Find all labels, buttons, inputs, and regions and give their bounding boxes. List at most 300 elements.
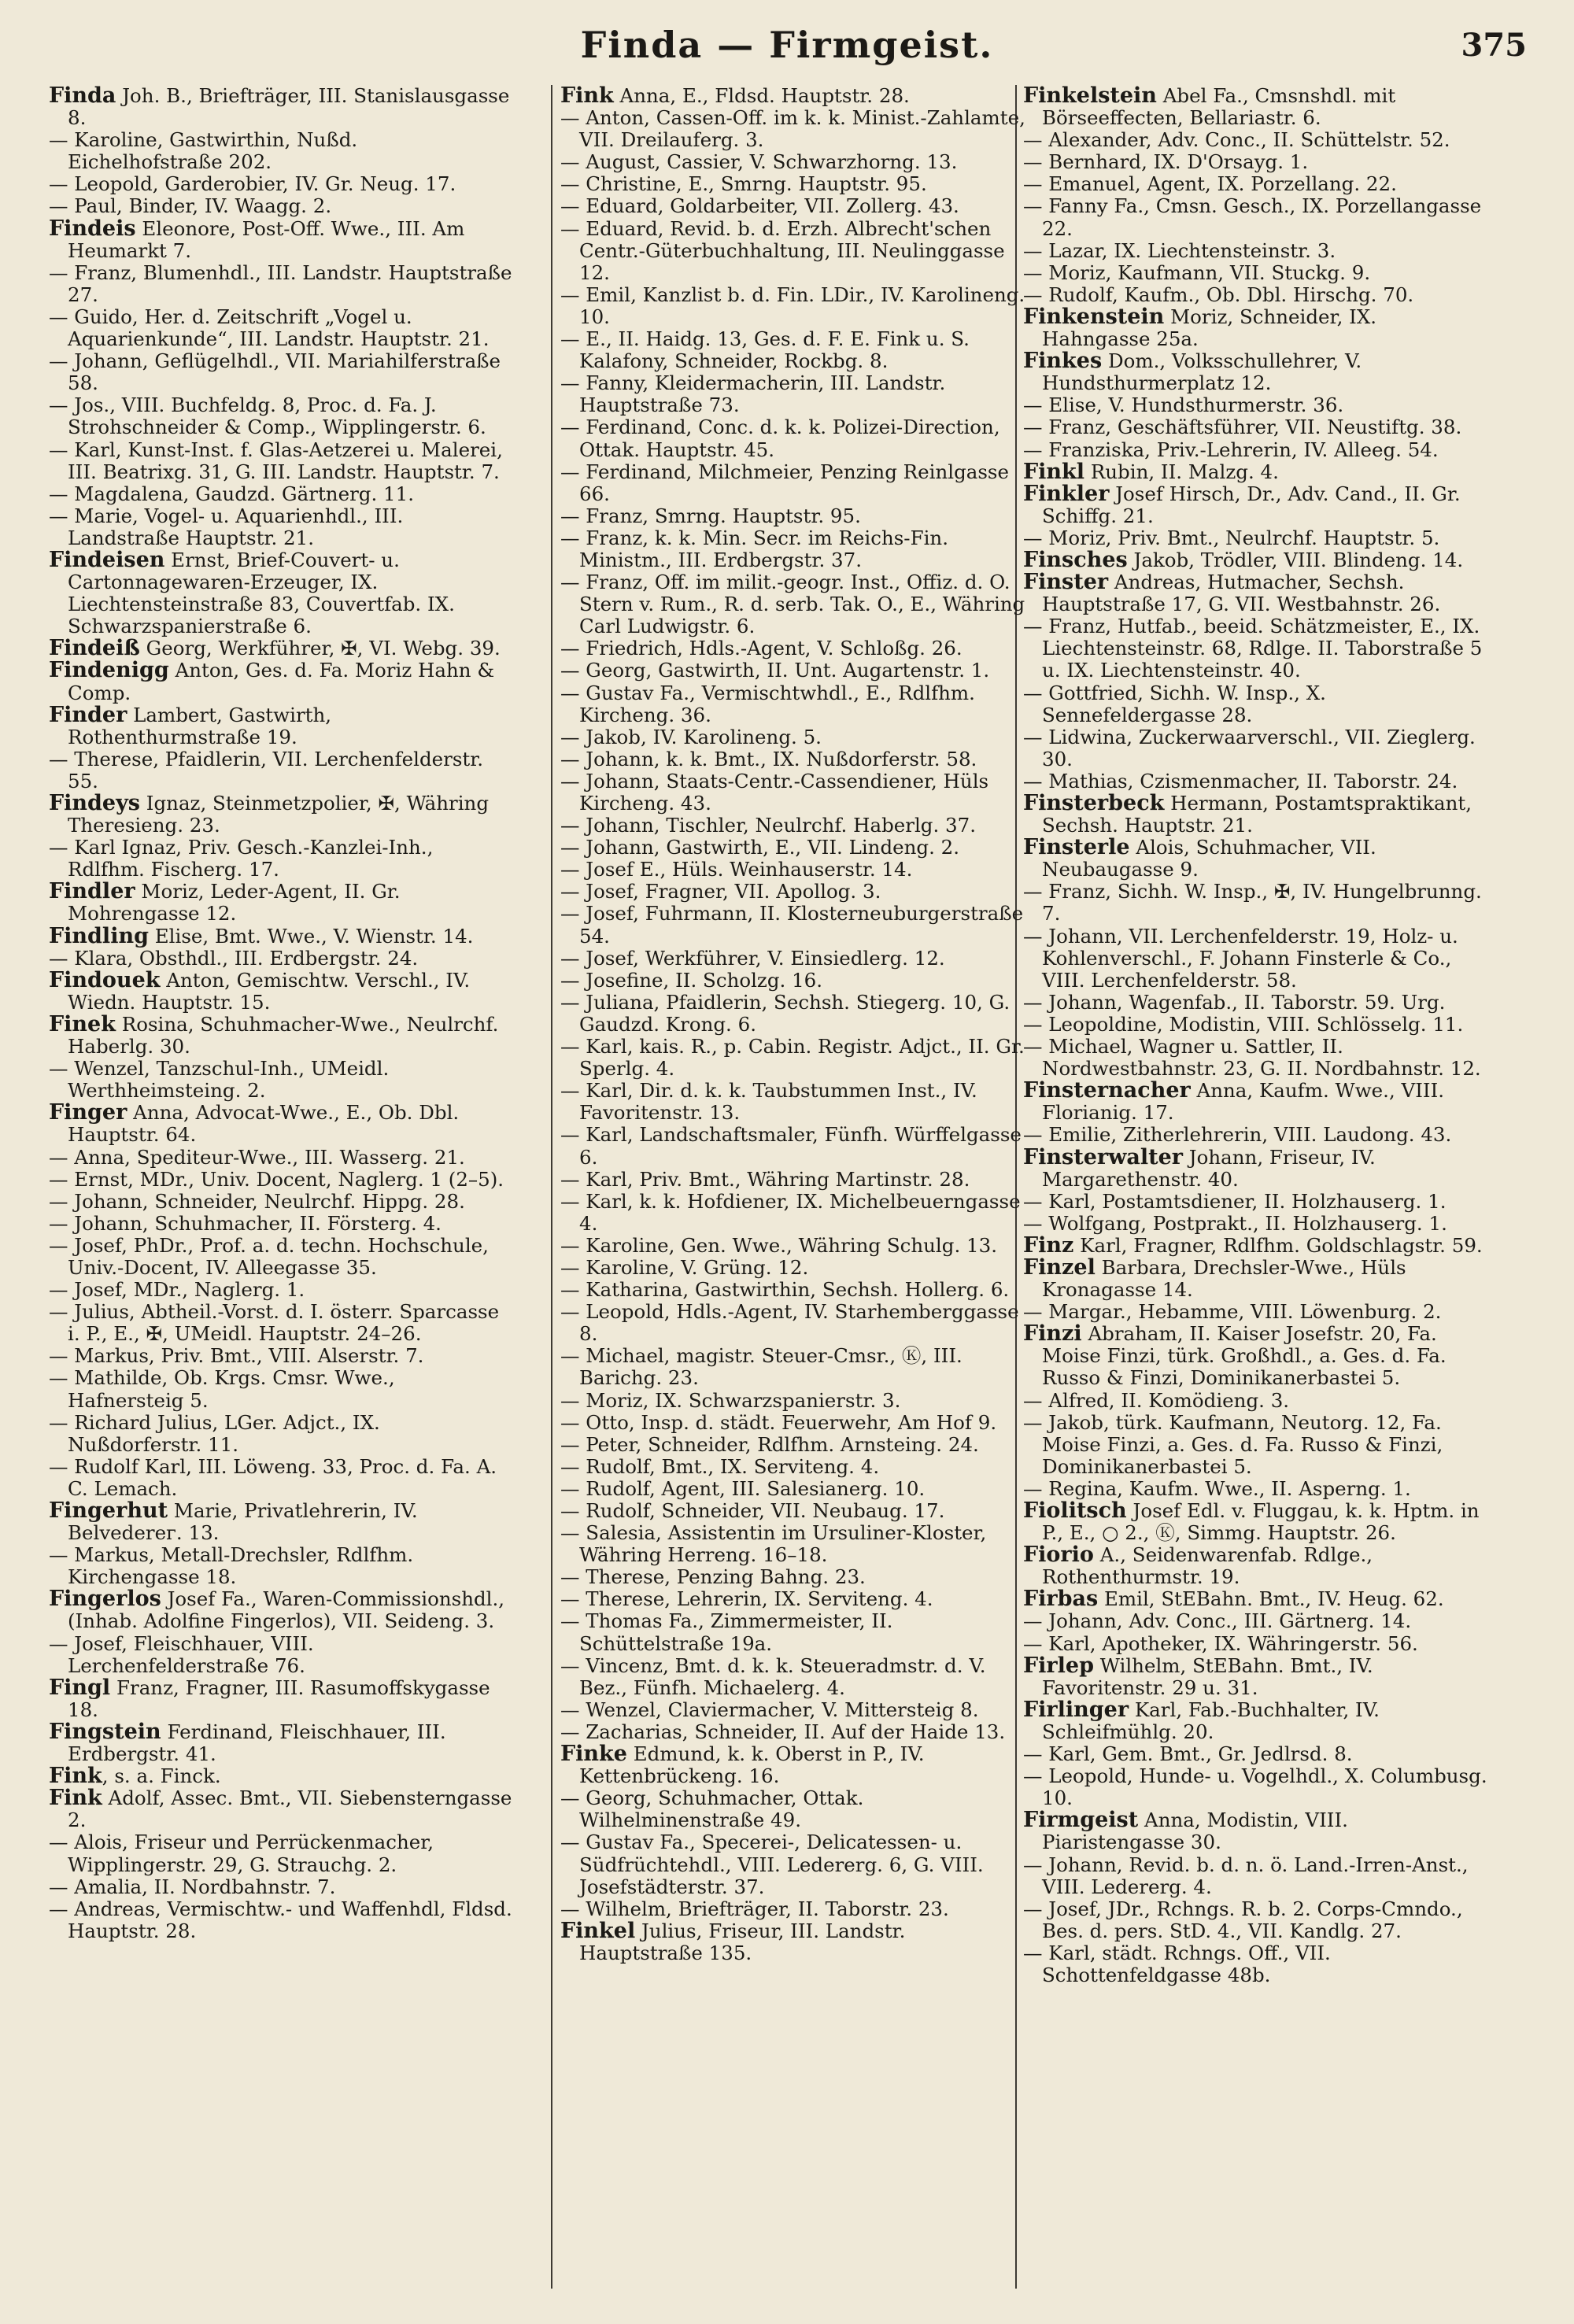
entry-details: — Anton, Cassen-Off. im k. k. Minist.-Zahlamte, VII. Dreilauferg. 3. (560, 106, 1025, 152)
entry-details: — Franz, Sichh. W. Insp., ✠, IV. Hungelbrunng. 7. (1023, 880, 1482, 926)
entry-details: Anna, Kaufm. Wwe., VIII. Florianig. 17. (1042, 1079, 1445, 1125)
directory-entry (560, 151, 1026, 173)
directory-entry (49, 350, 515, 394)
entry-details: — Lidwina, Zuckerwaarverschl., VII. Zieglerg. 30. (1023, 725, 1476, 770)
directory-entry (49, 394, 515, 438)
directory-entry (1023, 1254, 1489, 1302)
directory-entry (49, 1898, 515, 1942)
entry-surname: Findeisen (49, 547, 165, 572)
entry-details: Karl, Fragner, Rdlfhm. Goldschlagstr. 59. (1073, 1233, 1483, 1257)
directory-entry (1023, 1478, 1489, 1500)
entry-details: — Rudolf, Bmt., IX. Serviteng. 4. (560, 1454, 880, 1478)
directory-entry (560, 284, 1026, 328)
entry-details: — Johann, Wagenfab., II. Taborstr. 59. Urg. (1023, 990, 1446, 1014)
entry-details: — Magdalena, Gaudzd. Gärtnerg. 11. (49, 482, 415, 505)
entry-details: Rosina, Schuhmacher-Wwe., Neulrchf. Haberlg. 30. (68, 1012, 499, 1059)
directory-entry (49, 748, 515, 793)
entry-surname: Finster (1023, 570, 1109, 595)
entry-details: — Johann, Staats-Centr.-Cassendiener, Hüls Kircheng. 43. (560, 769, 989, 815)
directory-entry (49, 660, 515, 704)
entry-details: — Andreas, Vermischtw.- und Waffenhdl, Fldsd. Hauptstr. 28. (49, 1897, 512, 1942)
directory-entry (1023, 284, 1489, 306)
directory-entry (560, 107, 1026, 151)
directory-entry (1023, 1213, 1489, 1235)
directory-entry (49, 549, 515, 637)
entry-details: Anton, Ges. d. Fa. Moriz Hahn & Comp. (68, 659, 495, 704)
entry-details: — Paul, Binder, IV. Waagg. 2. (49, 194, 332, 218)
directory-entry (49, 793, 515, 837)
entry-surname: Finkel (560, 1918, 636, 1943)
directory-entry (560, 1610, 1026, 1654)
directory-entry (560, 1831, 1026, 1897)
directory-entry (560, 1345, 1026, 1389)
entry-surname: Finke (560, 1742, 627, 1767)
running-title: Finda — Firmgeist. (580, 24, 994, 66)
entry-surname: Finek (49, 1011, 116, 1036)
entry-details: — Gustav Fa., Vermischtwhdl., E., Rdlfhm. Kircheng. 36. (560, 681, 975, 726)
entry-details: — Johann, Geflügelhdl., VII. Mariahilferstraße 58. (49, 349, 501, 395)
entry-details: — Elise, V. Hundsthurmerstr. 36. (1023, 393, 1344, 417)
directory-entry (560, 1191, 1026, 1235)
entry-surname: Finkenstein (1023, 304, 1165, 329)
directory-entry (1023, 726, 1489, 770)
entry-surname: Findeis (49, 216, 136, 241)
entry-details: — Josef, Fragner, VII. Apollog. 3. (560, 880, 881, 903)
column-2 (560, 85, 1026, 2304)
entry-surname: Findling (49, 923, 149, 948)
entry-details: — Klara, Obsthdl., III. Erdbergstr. 24. (49, 946, 419, 970)
entry-details: — Julius, Abtheil.-Vorst. d. I. österr. Sparcasse i. P., E., ✠, UMeidl. Hauptstr. 24–26. (49, 1300, 500, 1346)
directory-entry (560, 1588, 1026, 1610)
entry-details: — Alfred, II. Komödieng. 3. (1023, 1388, 1290, 1412)
entry-details: — Mathias, Czismenmacher, II. Taborstr. 24. (1023, 769, 1458, 793)
entry-details: — Rudolf, Agent, III. Salesianerg. 10. (560, 1476, 926, 1500)
directory-entry (1023, 682, 1489, 726)
directory-entry (560, 1279, 1026, 1301)
entry-details: — Bernhard, IX. D'Orsayg. 1. (1023, 150, 1309, 174)
entry-surname: Finsterbeck (1023, 791, 1165, 815)
entry-surname: Finkler (1023, 481, 1110, 506)
entry-details: — Eduard, Goldarbeiter, VII. Zollerg. 43. (560, 194, 959, 218)
directory-entry (560, 682, 1026, 726)
directory-entry (560, 173, 1026, 195)
entry-details: — Karl, städt. Rchngs. Off., VII. Schottenfeldgasse 48b. (1023, 1941, 1331, 1986)
entry-details: Marie, Privatlehrerin, IV. Belvederег. 13. (68, 1499, 418, 1545)
entry-details: — Amalia, II. Nordbahnstr. 7. (49, 1875, 336, 1898)
entry-surname: Findeiß (49, 636, 140, 661)
directory-entry (560, 527, 1026, 571)
entry-details: — Fanny Fa., Cmsn. Gesch., IX. Porzellangasse 22. (1023, 194, 1482, 240)
directory-entry (560, 1566, 1026, 1588)
entry-details: Alois, Schuhmacher, VII. Neubaugasse 9. (1042, 836, 1376, 881)
entry-details: Andreas, Hutmacher, Sechsh. Hauptstraße 17, G. VII. Westbahnstr. 26. (1042, 571, 1441, 616)
entry-details: — Johann, Adv. Conc., III. Gärtnerg. 14. (1023, 1609, 1412, 1633)
entry-details: — Alois, Friseur und Perrückenmacher, Wipplingerstr. 29, G. Strauchg. 2. (49, 1831, 434, 1876)
entry-details: Ignaz, Steinmetzpolier, ✠, Währing Theresieng. 23. (68, 792, 490, 837)
entry-details: — Therese, Lehrerin, IX. Serviteng. 4. (560, 1587, 933, 1611)
entry-details: — Jakob, IV. Karolineng. 5. (560, 725, 822, 748)
entry-details: Adolf, Assec. Bmt., VII. Siebensterngasse 2. (68, 1786, 512, 1832)
directory-entry (1023, 151, 1489, 173)
directory-entry (560, 1478, 1026, 1500)
entry-details: — Wenzel, Tanzschul-Inh., UMeidl. Werthheimsteing. 2. (49, 1057, 390, 1103)
entry-details: Emil, StEBahn. Bmt., IV. Heug. 62. (1098, 1587, 1444, 1611)
entry-surname: Finsterle (1023, 835, 1130, 860)
directory-entry (560, 1412, 1026, 1434)
entry-details: — Karl, k. k. Hofdiener, IX. Michelbeuerngasse 4. (560, 1189, 1021, 1235)
directory-entry (49, 1058, 515, 1102)
entry-details: Julius, Friseur, III. Landstr. Hauptstraße 135. (579, 1919, 906, 1964)
entry-surname: Findenigg (49, 658, 169, 683)
directory-entry (560, 726, 1026, 748)
directory-entry (49, 967, 515, 1014)
entry-surname: Finger (49, 1100, 127, 1125)
directory-entry (1023, 262, 1489, 284)
directory-entry (49, 173, 515, 195)
entry-details: — Emil, Kanzlist b. d. Fin. LDir., IV. Karolineng. 10. (560, 283, 1025, 328)
entry-details: — Johann, VII. Lerchenfelderstr. 19, Holz- u. Kohlenverschl., F. Johann Finsterle & Co., VIII. Lerchenfelderstr. 58. (1023, 924, 1458, 992)
directory-entry (560, 770, 1026, 815)
entry-details: — Josefine, II. Scholzg. 16. (560, 968, 823, 992)
directory-entry (560, 903, 1026, 947)
entry-details: Johann, Friseur, IV. Margarethenstr. 40. (1042, 1145, 1376, 1191)
entry-details: — Emanuel, Agent, IX. Porzellang. 22. (1023, 172, 1397, 196)
directory-entry (1023, 1854, 1489, 1898)
directory-entry (49, 1633, 515, 1677)
entry-surname: Fingl (49, 1675, 111, 1700)
entry-details: — Margar., Hebamme, VIII. Löwenburg. 2. (1023, 1300, 1442, 1324)
directory-entry (49, 1500, 515, 1544)
entry-details: — Peter, Schneider, Rdlfhm. Arnsteing. 24. (560, 1432, 979, 1456)
entry-details: — Rudolf, Kaufm., Ob. Dbl. Hirschg. 70. (1023, 283, 1414, 306)
entry-details: — Wilhelm, Briefträger, II. Taborstr. 23. (560, 1897, 949, 1920)
entry-details: — Ferdinand, Milchmeier, Penzing Reinlgasse 66. (560, 460, 1010, 505)
entry-details: — Josef, MDr., Naglerg. 1. (49, 1278, 305, 1302)
entry-details: — Karoline, Gen. Wwe., Währing Schulg. 13. (560, 1233, 997, 1257)
entry-details: — Karl, Postamtsdiener, II. Holzhauserg. 1. (1023, 1189, 1447, 1213)
entry-details: — Juliana, Pfaidlerin, Sechsh. Stiegerg. 10, G. Gaudzd. Krong. 6. (560, 990, 1011, 1036)
entry-surname: Fiorio (1023, 1543, 1094, 1568)
entry-details: — Johann, Schuhmacher, II. Försterg. 4. (49, 1211, 442, 1235)
directory-entry (1023, 1014, 1489, 1036)
directory-entry (49, 1345, 515, 1367)
directory-entry (560, 1301, 1026, 1345)
entry-details: — Mathilde, Ob. Krgs. Cmsr. Wwe., Hafnersteig 5. (49, 1366, 395, 1412)
directory-entry (1023, 1743, 1489, 1765)
entry-details: — Moriz, Priv. Bmt., Neulrchf. Hauptstr. 5. (1023, 526, 1440, 549)
directory-entry (49, 1169, 515, 1191)
entry-surname: Finkes (1023, 349, 1103, 374)
directory-entry (560, 660, 1026, 682)
entry-details: Jakob, Trödler, VIII. Blindeng. 14. (1127, 548, 1464, 571)
directory-entry (560, 1721, 1026, 1743)
directory-entry (1023, 85, 1489, 129)
directory-entry (1023, 837, 1489, 881)
entry-details: — Karl, kais. R., p. Cabin. Registr. Adjct., II. Gr. Sperlg. 4. (560, 1035, 1025, 1081)
entry-details: — Christine, E., Smrng. Hauptstr. 95. (560, 172, 927, 196)
directory-entry (560, 1655, 1026, 1699)
entry-details: Ernst, Brief-Couvert- u. Cartonnagewaren-Erzeuger, IX. Liechtensteinstraße 83, Couvertfab. IX. Schwarzspanierstraße 6. (68, 548, 455, 638)
directory-entry (1023, 1898, 1489, 1942)
column-1 (49, 85, 515, 2304)
entry-details: — Rudolf, Schneider, VII. Neubaug. 17. (560, 1499, 945, 1522)
entry-details: — Jakob, türk. Kaufmann, Neutorg. 12, Fa. Moise Finzi, a. Ges. d. Fa. Russo & Finzi, Dominikanerbastei 5. (1023, 1410, 1443, 1478)
directory-entry (560, 505, 1026, 527)
directory-entry (49, 1102, 515, 1146)
directory-entry (560, 1898, 1026, 1920)
entry-details: Lambert, Gastwirth, Rothenthurmstraße 19. (68, 703, 332, 748)
directory-entry (1023, 1301, 1489, 1323)
entry-details: — Karl, Kunst-Inst. f. Glas-Aetzerei u. Malerei, III. Beatrixg. 31, G. III. Landstr. Hauptstr. 7. (49, 438, 503, 483)
directory-entry (49, 218, 515, 262)
entry-details: — Josef, JDr., Rchngs. R. b. 2. Corps-Cmndo., Bes. d. pers. StD. 4., VII. Kandlg. 27. (1023, 1897, 1463, 1942)
directory-entry (1023, 1390, 1489, 1412)
directory-entry (49, 1279, 515, 1301)
entry-details: Josef Edl. v. Fluggau, k. k. Hptm. in P., E., ○ 2., Ⓚ, Simmg. Hauptstr. 26. (1042, 1499, 1480, 1545)
entry-details: — Franz, k. k. Min. Secr. im Reichs-Fin. Ministm., III. Erdbergstr. 37. (560, 526, 948, 571)
directory-entry (560, 416, 1026, 460)
entry-details: Karl, Fab.-Buchhalter, IV. Schleifmühlg. 20. (1042, 1698, 1380, 1743)
entry-details: Moriz, Leder-Agent, II. Gr. Mohrengasse 12. (68, 880, 401, 926)
directory-entry (560, 1036, 1026, 1080)
directory-entry (1023, 195, 1489, 239)
directory-entry (1023, 1699, 1489, 1743)
entry-details: — Michael, magistr. Steuer-Cmsr., Ⓚ, III. Barichg. 23. (560, 1344, 963, 1390)
entry-details: Moriz, Schneider, IX. Hahngasse 25a. (1042, 305, 1377, 351)
entry-details: — Karl, Apotheker, IX. Währingerstr. 56. (1023, 1631, 1418, 1655)
directory-entry (1023, 881, 1489, 925)
entry-details: — Leopold, Garderobier, IV. Gr. Neug. 17. (49, 172, 456, 196)
directory-entry (560, 1699, 1026, 1721)
entry-details: — Wenzel, Claviermacher, V. Mittersteig 8. (560, 1698, 979, 1721)
directory-entry (560, 748, 1026, 770)
directory-entry (49, 1456, 515, 1500)
entry-details: — Karl, Landschaftsmaler, Fünfh. Würffelgasse 6. (560, 1123, 1022, 1169)
entry-details: — Franz, Blumenhdl., III. Landstr. Hauptstraße 27. (49, 260, 512, 306)
entry-details: Abel Fa., Cmsnshdl. mit Börseeffecten, Bellariastr. 6. (1042, 85, 1396, 130)
entry-surname: Finkl (1023, 459, 1085, 484)
directory-entry (49, 1831, 515, 1875)
directory-entry (1023, 1412, 1489, 1478)
entry-details: — Karoline, Gastwirthin, Nußd. Eichelhofstraße 202. (49, 128, 358, 174)
directory-entry (560, 1124, 1026, 1168)
entry-details: A., Seidenwarenfab. Rdlge., Rothenthurmstr. 19. (1042, 1543, 1373, 1589)
entry-surname: Fiolitsch (1023, 1498, 1127, 1523)
directory-entry (1023, 394, 1489, 416)
directory-entry (560, 1522, 1026, 1566)
entry-surname: Finzel (1023, 1254, 1096, 1280)
directory-entry (1023, 240, 1489, 262)
directory-entry (49, 1301, 515, 1345)
entry-surname: Findler (49, 879, 135, 904)
directory-entry (1023, 615, 1489, 682)
entry-surname: Finder (49, 702, 127, 727)
directory-entry (1023, 770, 1489, 793)
directory-entry (1023, 1544, 1489, 1588)
directory-entry (49, 1191, 515, 1213)
entry-details: — Zacharias, Schneider, II. Auf der Haide 13. (560, 1720, 1006, 1743)
directory-entry (1023, 1191, 1489, 1213)
directory-entry (1023, 1232, 1489, 1258)
entry-details: — Karl, Gem. Bmt., Gr. Jedlrsd. 8. (1023, 1742, 1353, 1766)
entry-surname: Finsternacher (1023, 1078, 1191, 1103)
directory-entry (1023, 439, 1489, 461)
entry-details: — Richard Julius, LGer. Adjct., IX. Nußdorferstr. 11. (49, 1410, 380, 1456)
entry-details: Anna, Modistin, VIII. Piaristengasse 30. (1042, 1809, 1348, 1854)
entry-details: — Therese, Pfaidlerin, VII. Lerchenfelderstr. 55. (49, 747, 484, 793)
entry-details: — Josef, PhDr., Prof. a. d. techn. Hochschule, Univ.-Docent, IV. Alleegasse 35. (49, 1233, 489, 1279)
directory-entry (1023, 483, 1489, 527)
entry-surname: Fingstein (49, 1719, 161, 1744)
directory-entry (560, 1920, 1026, 1964)
entry-details: Joh. B., Briefträger, III. Stanislausgasse 8. (68, 85, 510, 130)
directory-entry (49, 1147, 515, 1169)
entry-details: — Franziska, Priv.-Lehrerin, IV. Alleeg. 54. (1023, 438, 1439, 461)
entry-surname: Firlep (1023, 1653, 1094, 1678)
entry-details: — Josef, Fleischhauer, VIII. Lerchenfelderstraße 76. (49, 1631, 314, 1677)
entry-details: — Ernst, MDr., Univ. Docent, Naglerg. 1 (2–5). (49, 1167, 504, 1191)
entry-surname: Finsches (1023, 547, 1128, 572)
entry-details: — Karoline, V. Grüng. 12. (560, 1255, 809, 1279)
entry-details: Rubin, II. Malzg. 4. (1084, 460, 1279, 483)
entry-surname: Fink (49, 1764, 102, 1789)
entry-details: — Johann, Schneider, Neulrchf. Hippg. 28. (49, 1189, 465, 1213)
entry-surname: Fink (49, 1786, 102, 1811)
directory-entry (1023, 461, 1489, 483)
directory-entry (560, 461, 1026, 505)
directory-entry (49, 306, 515, 350)
entry-details: — Markus, Metall-Drechsler, Rdlfhm. Kirchengasse 18. (49, 1543, 414, 1589)
entry-details: Anna, E., Fldsd. Hauptstr. 28. (613, 85, 910, 107)
entry-surname: Finda (49, 85, 116, 108)
entry-details: — Salesia, Assistentin im Ursuliner-Kloster, Währing Herreng. 16–18. (560, 1521, 987, 1567)
directory-entry (1023, 571, 1489, 615)
entry-details: — Leopold, Hdls.-Agent, IV. Starhemberggasse 8. (560, 1300, 1019, 1346)
directory-entry (49, 1367, 515, 1411)
entry-details: — Karl, Dir. d. k. k. Taubstummen Inst., IV. Favoritenstr. 13. (560, 1079, 977, 1125)
directory-entry (1023, 1942, 1489, 1986)
directory-entry (1023, 173, 1489, 195)
entry-details: — Fanny, Kleidermacherin, III. Landstr. Hauptstraße 73. (560, 371, 946, 417)
directory-entry (1023, 793, 1489, 837)
directory-entry (560, 328, 1026, 372)
directory-entry (1023, 1144, 1489, 1191)
entry-details: — Johann, Tischler, Neulrchf. Haberlg. 37. (560, 814, 977, 837)
directory-entry (560, 195, 1026, 217)
directory-entry (560, 837, 1026, 859)
entry-details: — Thomas Fa., Zimmermeister, II. Schüttelstraße 19a. (560, 1609, 893, 1655)
entry-details: Abraham, II. Kaiser Josefstr. 20, Fa. Moise Finzi, türk. Großhdl., a. Ges. d. Fa. Russo & Finzi, Dominikanerbastei 5. (1042, 1322, 1447, 1390)
entry-details: Anton, Gemischtw. Verschl., IV. Wiedn. Hauptstr. 15. (68, 968, 471, 1014)
entry-details: Josef Hirsch, Dr., Adv. Cand., II. Gr. Schiffg. 21. (1042, 482, 1461, 527)
directory-entry (49, 704, 515, 748)
entry-details: — Vincenz, Bmt. d. k. k. Steueradmstr. d. V. Bez., Fünfh. Michaelerg. 4. (560, 1653, 986, 1699)
entry-details: — Jos., VIII. Buchfeldg. 8, Proc. d. Fa. J. Strohschneider & Comp., Wipplingerstr. 6. (49, 393, 486, 439)
entry-surname: Finkelstein (1023, 85, 1157, 108)
directory-entry (49, 262, 515, 306)
directory-entry (1023, 1080, 1489, 1124)
entry-details: — Guido, Her. d. Zeitschrift „Vogel u. Aquarienkunde“, III. Landstr. Hauptstr. 21. (49, 305, 490, 351)
directory-entry (560, 1390, 1026, 1412)
entry-details: Wilhelm, StEBahn. Bmt., IV. Favoritenstr. 29 u. 31. (1042, 1653, 1373, 1699)
entry-surname: Findouek (49, 967, 161, 992)
page-number: 375 (1461, 27, 1527, 64)
directory-entry (560, 1500, 1026, 1522)
entry-details: — Gottfried, Sichh. W. Insp., X. Sennefeldergasse 28. (1023, 681, 1326, 726)
directory-entry (560, 218, 1026, 284)
directory-entry (560, 992, 1026, 1036)
entry-surname: Findeys (49, 791, 141, 815)
directory-entry (560, 1434, 1026, 1456)
directory-entry (49, 1787, 515, 1831)
directory-entry (1023, 1655, 1489, 1699)
directory-entry (560, 1169, 1026, 1191)
entry-details: — Friedrich, Hdls.-Agent, V. Schloßg. 26. (560, 637, 963, 660)
entry-details: — Karl Ignaz, Priv. Gesch.-Kanzlei-Inh., Rdlfhm. Fischerg. 17. (49, 836, 434, 881)
entry-details: — Marie, Vogel- u. Aquarienhdl., III. Landstraße Hauptstr. 21. (49, 504, 404, 549)
entry-details: — Michael, Wagner u. Sattler, II. Nordwestbahnstr. 23, G. II. Nordbahnstr. 12. (1023, 1035, 1481, 1081)
entry-details: — Franz, Hutfab., beeid. Schätzmeister, E., IX. Liechtensteinstr. 68, Rdlge. II. Taborstraße 5 u. IX. Liechtensteinstr. 40. (1023, 615, 1483, 682)
directory-entry (49, 195, 515, 217)
directory-entry (49, 1235, 515, 1279)
directory-entry (49, 1721, 515, 1765)
directory-entry (49, 1765, 515, 1787)
entry-details: — Markus, Priv. Bmt., VIII. Alserstr. 7. (49, 1344, 424, 1368)
entry-details: — Georg, Schuhmacher, Ottak. Wilhelminenstraße 49. (560, 1786, 864, 1832)
entry-details: — Rudolf Karl, III. Löweng. 33, Proc. d. Fa. A. C. Lemach. (49, 1454, 497, 1500)
directory-entry (1023, 1036, 1489, 1080)
entry-details: — Johann, Gastwirth, E., VII. Lindeng. 2. (560, 836, 960, 859)
directory-entry (1023, 129, 1489, 151)
directory-entry (1023, 1610, 1489, 1632)
entry-surname: Finzi (1023, 1321, 1082, 1347)
directory-entry (560, 1080, 1026, 1124)
entry-surname: Fingerhut (49, 1498, 168, 1523)
entry-details: Eleonore, Post-Off. Wwe., III. Am Heumarkt 7. (68, 216, 465, 262)
entry-surname: Firlinger (1023, 1697, 1129, 1722)
entry-details: — Emilie, Zitherlehrerin, VIII. Laudong. 43. (1023, 1123, 1452, 1147)
entry-details: — Alexander, Adv. Conc., II. Schüttelstr. 52. (1023, 128, 1450, 152)
directory-entry (49, 837, 515, 881)
directory-entry (560, 637, 1026, 660)
directory-entry (49, 1412, 515, 1456)
directory-entry (49, 85, 515, 129)
directory-entry (49, 1876, 515, 1898)
entry-details: Anna, Advocat-Wwe., E., Ob. Dbl. Hauptstr. 64. (68, 1101, 460, 1147)
directory-entry (49, 1677, 515, 1721)
entry-details: — Wolfgang, Postprakt., II. Holzhauserg. 1. (1023, 1211, 1447, 1235)
directory-entry (49, 948, 515, 970)
entry-details: — Leopold, Hunde- u. Vogelhdl., X. Columbusg. 10. (1023, 1764, 1487, 1810)
directory-entry (560, 1743, 1026, 1787)
entry-surname: Finz (1023, 1232, 1074, 1258)
entry-details: Ferdinand, Fleischhauer, III. Erdbergstr. 41. (68, 1720, 446, 1766)
directory-entry (560, 372, 1026, 416)
entry-details: — Josef, Fuhrmann, II. Klosterneuburgerstraße 54. (560, 902, 1024, 948)
entry-details: — E., II. Haidg. 13, Ges. d. F. E. Fink u. S. Kalafony, Schneider, Rockbg. 8. (560, 327, 970, 373)
entry-details: — Regina, Kaufm. Wwe., II. Asperng. 1. (1023, 1476, 1411, 1500)
entry-details: Edmund, k. k. Oberst in P., IV. Kettenbrückeng. 16. (579, 1742, 925, 1788)
directory-entry (1023, 306, 1489, 350)
directory-entry (1023, 926, 1489, 992)
entry-surname: Firbas (1023, 1587, 1099, 1612)
directory-entry (560, 571, 1026, 637)
entry-details: — Otto, Insp. d. städt. Feuerwehr, Am Hof 9. (560, 1410, 997, 1434)
entry-details: — Josef E., Hüls. Weinhauserstr. 14. (560, 858, 913, 881)
directory-entry (49, 1544, 515, 1588)
entry-details: — Georg, Gastwirth, II. Unt. Augartenstr. 1. (560, 659, 990, 682)
entry-details: — Moriz, IX. Schwarzspanierstr. 3. (560, 1388, 901, 1412)
